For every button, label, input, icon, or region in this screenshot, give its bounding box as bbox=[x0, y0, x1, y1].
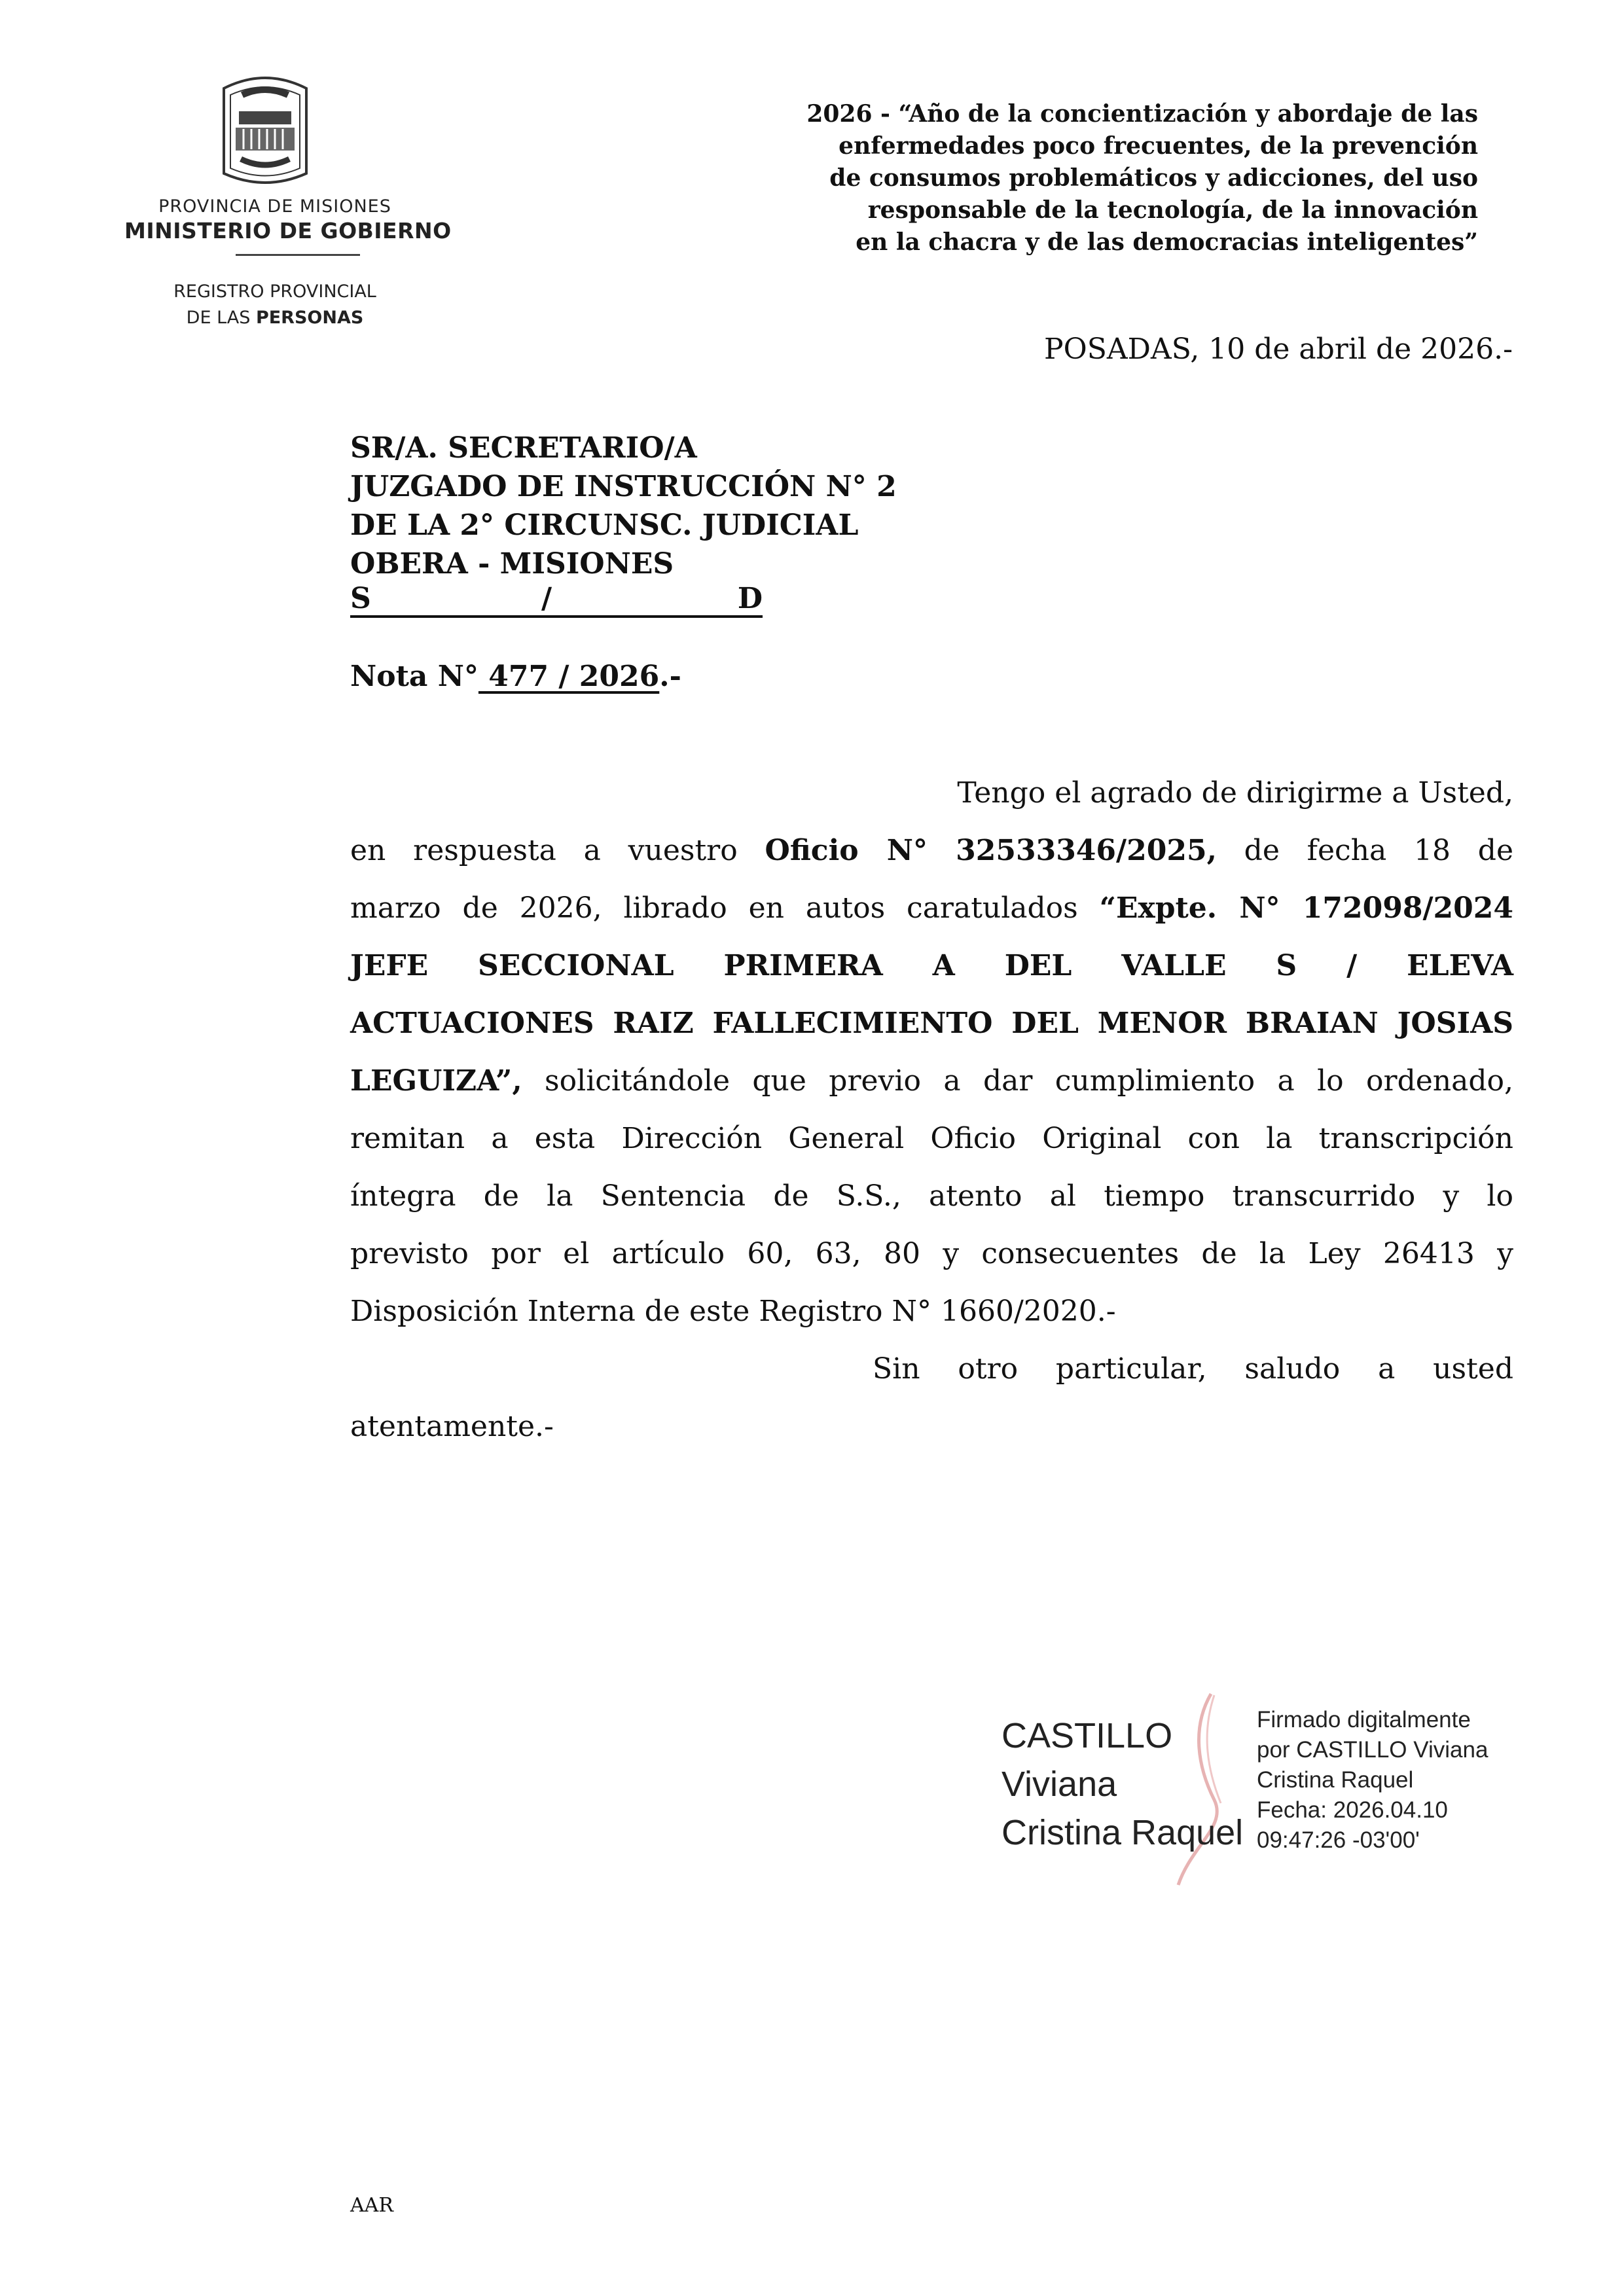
body-line: remitan a esta Dirección General Oficio Original con la transcripción bbox=[350, 1122, 1513, 1155]
sd-s: S bbox=[350, 582, 371, 615]
body-line: atentamente.- bbox=[350, 1410, 554, 1443]
motto-line: 2026 - “Año de la concientización y abordaje de las bbox=[806, 100, 1478, 128]
motto-line: en la chacra y de las democracias inteligentes” bbox=[856, 228, 1478, 256]
body-line: marzo de 2026, librado en autos caratulados “Expte. N° 172098/2024 bbox=[350, 891, 1513, 925]
digital-signature-details: Firmado digitalmente por CASTILLO Viviana Cristina Raquel Fecha: 2026.04.10 09:47:26 -03'00' bbox=[1257, 1707, 1489, 1853]
addressee-line: DE LA 2° CIRCUNSC. JUDICIAL bbox=[350, 509, 859, 542]
registry-label-line2: DE LAS PERSONAS bbox=[186, 308, 364, 328]
motto-line: de consumos problemáticos y adicciones, del uso bbox=[829, 164, 1478, 192]
body-line: ACTUACIONES RAIZ FALLECIMIENTO DEL MENOR BRAIAN JOSIAS bbox=[350, 1007, 1513, 1040]
year-motto bbox=[693, 98, 1478, 259]
province-label: PROVINCIA DE MISIONES bbox=[158, 196, 391, 217]
note-number: Nota N° 477 / 2026.- bbox=[350, 660, 681, 693]
signer-name: CASTILLO Viviana Cristina Raquel bbox=[1001, 1716, 1244, 1852]
motto-line: responsable de la tecnología, de la innovación bbox=[867, 196, 1478, 224]
body-line: Disposición Interna de este Registro N° 1660/2020.- bbox=[350, 1295, 1116, 1328]
ministry-label: MINISTERIO DE GOBIERNO bbox=[124, 218, 452, 243]
letter-date: POSADAS, 10 de abril de 2026.- bbox=[1044, 332, 1513, 366]
body-line: JEFE SECCIONAL PRIMERA A DEL VALLE S / ELEVA bbox=[350, 949, 1513, 982]
addressee-line: SR/A. SECRETARIO/A bbox=[350, 431, 697, 465]
addressee-line: OBERA - MISIONES bbox=[350, 547, 674, 581]
sd-slash: / bbox=[541, 582, 552, 615]
body-line: Tengo el agrado de dirigirme a Usted, bbox=[957, 776, 1513, 810]
header-divider bbox=[236, 254, 360, 256]
sd-d: D bbox=[737, 582, 763, 615]
addressee-line: JUZGADO DE INSTRUCCIÓN N° 2 bbox=[350, 470, 897, 503]
body-line: previsto por el artículo 60, 63, 80 y consecuentes de la Ley 26413 y bbox=[350, 1237, 1513, 1270]
body-line: LEGUIZA”, solicitándole que previo a dar cumplimiento a lo ordenado, bbox=[350, 1064, 1513, 1098]
addressee-block bbox=[350, 429, 897, 583]
body-line: en respuesta a vuestro Oficio N° 32533346/2025, de fecha 18 de bbox=[350, 834, 1513, 867]
misiones-seal-logo bbox=[216, 75, 314, 187]
body-line: Sin otro particular, saludo a usted bbox=[873, 1352, 1513, 1386]
body-line: íntegra de la Sentencia de S.S., atento al tiempo transcurrido y lo bbox=[350, 1179, 1513, 1213]
su-despacho-line bbox=[350, 583, 763, 618]
registry-label-line1: REGISTRO PROVINCIAL bbox=[173, 281, 376, 302]
typist-initials: AAR bbox=[350, 2194, 393, 2217]
motto-line: enfermedades poco frecuentes, de la prevención bbox=[839, 132, 1478, 160]
